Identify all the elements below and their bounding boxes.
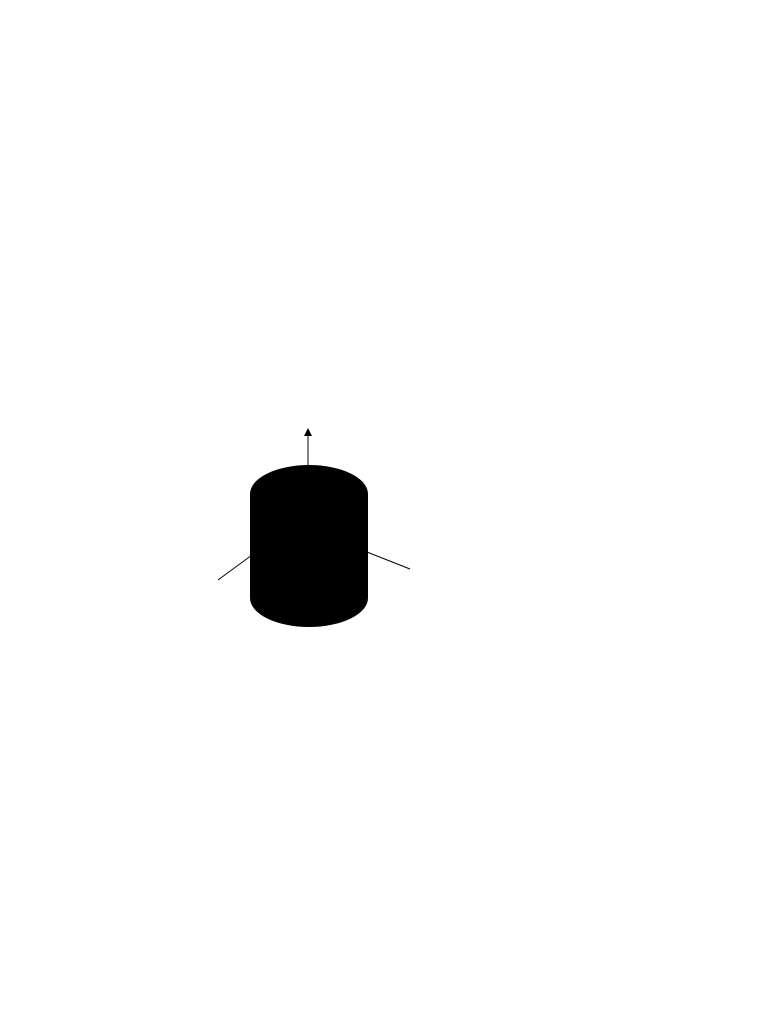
wellbore-hole <box>291 479 327 507</box>
reservoir-cylinder-diagram <box>200 412 430 634</box>
